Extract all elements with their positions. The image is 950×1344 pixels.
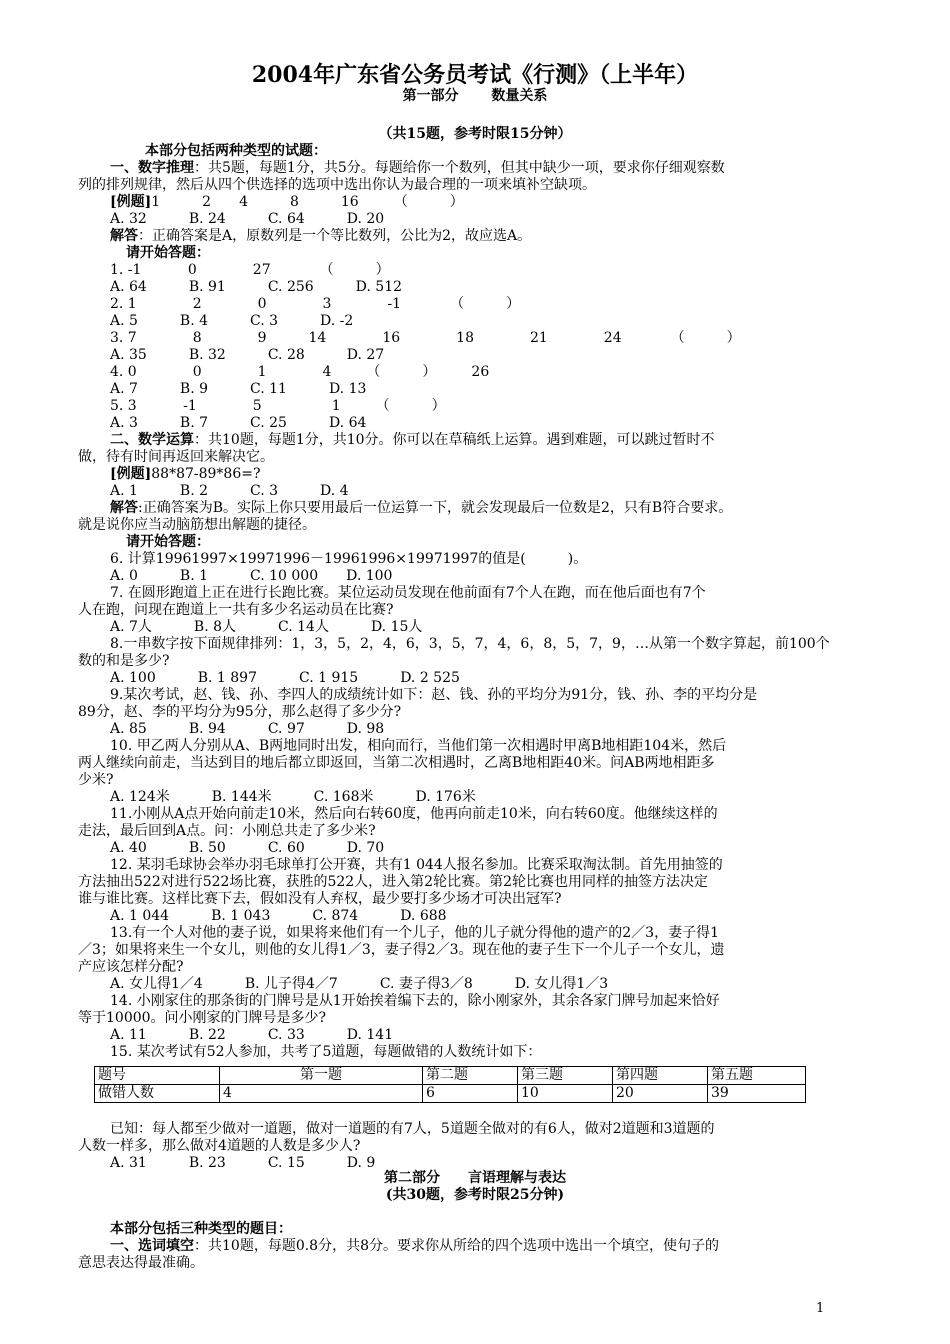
question-7: 7. 在圆形跑道上正在进行长跑比赛。某位运动员发现在他前面有7个人在跑，而在他后面也有7个 [110,585,706,601]
question-10-options: A. 124米 B. 144米 C. 168米 D. 176米 [110,789,476,805]
question-12-cont: 方法抽出522对进行522场比赛，获胜的522人，进入第2轮比赛。第2轮比赛也用同样的抽签方法决定 [78,874,708,890]
section1-text: ：共5题，每题1分，共5分。每题给你一个数列，但其中缺少一项，要求你仔细观察数 [194,160,725,176]
question-15: 15. 某次考试有52人参加，共考了5道题，每题做错的人数统计如下： [110,1044,542,1060]
question-13-cont-2: 产应该怎样分配? [78,959,184,975]
question-8: 8.一串数字按下面规律排列：1，3，5，2，4，6，3，5，7，4，6，8，5，7，9，…从第一个数字算起，前100个 [110,636,830,652]
error-count-table [94,1066,806,1103]
answer2-label: 解答 [110,500,138,516]
section2-text-2: 做，待有时间再返回来解决它。 [78,449,274,465]
question-7-options: A. 7人 B. 8人 C. 14人 D. 15人 [110,619,423,635]
question-13-options: A. 女儿得1／4 B. 儿子得4／7 C. 妻子得3／8 D. 女儿得1／3 [110,976,609,992]
answer2-text-2: 就是说你应当动脑筋想出解题的捷径。 [78,517,316,533]
table-cell: 做错人数 [95,1085,220,1103]
question-4: 4. 0 0 1 4 （ ） 26 [110,364,490,380]
question-15-cont: 已知：每人都至少做对一道题，做对一道题的有7人，5道题全做对的有6人，做对2道题和3道题的 [110,1121,715,1137]
question-9: 9.某次考试，赵、钱、孙、李四人的成绩统计如下：赵、钱、孙的平均分为91分，钱、孙、李的平均分是 [110,687,758,703]
table-cell: 39 [708,1085,806,1103]
question-6: 6. 计算19961997×19971996－19961996×19971997的值是( )。 [110,551,588,567]
answer-label: 解答 [110,228,138,244]
question-8-options: A. 100 B. 1 897 C. 1 915 D. 2 525 [110,670,460,686]
question-2-options: A. 5 B. 4 C. 3 D. -2 [110,313,354,329]
part2-section1-line [110,1238,719,1255]
example-options: A. 32 B. 24 C. 64 D. 20 [110,211,385,227]
section2-line [110,432,715,449]
section1-text-2: 列的排列规律，然后从四个供选择的选项中选出你认为最合理的一项来填补空缺项。 [78,177,596,193]
example2-line [110,466,260,483]
question-12: 12. 某羽毛球协会举办羽毛球单打公开赛，共有1 044人报名参加。比赛采取淘汰制。首先用抽签的 [110,857,723,873]
table-cell: 20 [613,1085,708,1103]
table-cell: 6 [423,1085,518,1103]
question-5-options: A. 3 B. 7 C. 25 D. 64 [110,415,367,431]
part2-heading: 第二部分 言语理解与表达 [384,1170,566,1186]
example-line [110,194,464,211]
part2-section1-label: 一、选词填空 [110,1238,194,1254]
example-sequence: 1 2 4 8 16 （ ） [151,194,464,210]
question-13-cont: ／3；如果将来生一个女儿，则他的女儿得1／3，妻子得2／3。现在他的妻子生下一个儿子一个女儿，遗 [78,942,725,958]
section2-label: 二、数学运算 [110,432,194,448]
example-label: [例题] [110,194,152,210]
part1-intro: 本部分包括两种类型的试题： [145,143,327,159]
question-15-options: A. 31 B. 23 C. 15 D. 9 [110,1155,376,1171]
part1-heading: 第一部分 数量关系 [402,88,548,104]
question-1: 1. -1 0 27 （ ） [110,262,390,278]
part1-subheading: （共15题，参考时限15分钟） [378,126,572,142]
part2-intro: 本部分包括三种类型的题目： [110,1221,292,1237]
answer-text: ：正确答案是A，原数列是一个等比数列，公比为2，故应选A。 [138,228,532,244]
question-6-options: A. 0 B. 1 C. 10 000 D. 100 [110,568,393,584]
question-10-cont: 两人继续向前走，当达到目的地后都立即返回，当第二次相遇时，乙离B地相距40米。问AB两地相距多 [78,755,715,771]
table-cell: 第二题 [423,1067,518,1085]
question-12-options: A. 1 044 B. 1 043 C. 874 D. 688 [110,908,447,924]
start-answering-2: 请开始答题： [126,534,210,550]
table-cell: 10 [518,1085,613,1103]
question-1-options: A. 64 B. 91 C. 256 D. 512 [110,279,403,295]
part2-section1-text-2: 意思表达得最准确。 [78,1255,204,1271]
answer-line [110,228,531,245]
table-cell: 第五题 [708,1067,806,1085]
question-8-cont: 数的和是多少? [78,653,170,669]
question-7-cont: 人在跑，问现在跑道上一共有多少名运动员在比赛? [78,602,394,618]
example2-text: 88*87-89*86=? [151,466,261,482]
start-answering: 请开始答题： [126,245,210,261]
question-14-cont: 等于10000。问小刚家的门牌号是多少? [78,1010,327,1026]
answer2-line [110,500,732,517]
table-cell: 4 [220,1085,423,1103]
question-13: 13.有一个人对他的妻子说，如果将来他们有一个儿子，他的儿子就分得他的遗产的2／3，妻子得1 [110,925,719,941]
example2-options: A. 1 B. 2 C. 3 D. 4 [110,483,349,499]
answer2-text: :正确答案为B。实际上你只要用最后一位运算一下，就会发现最后一位数是2，只有B符合要求。 [138,500,733,516]
table-cell: 题号 [95,1067,220,1085]
document-title: 2004年广东省公务员考试《行测》（上半年） [251,62,699,88]
example2-label: [例题] [110,466,152,482]
question-9-options: A. 85 B. 94 C. 97 D. 98 [110,721,385,737]
question-12-cont-2: 谁与谁比赛。这样比赛下去，假如没有人弃权，最少要打多少场才可决出冠军? [78,891,562,907]
question-10: 10. 甲乙两人分别从A、B两地同时出发，相向而行，当他们第一次相遇时甲离B地相距104米，然后 [110,738,727,754]
question-11: 11.小刚从A点开始向前走10米，然后向右转60度，他再向前走10米，向右转60度。他继续这样的 [110,806,718,822]
section1-label: 一、数字推理 [110,160,194,176]
question-11-cont: 走法，最后回到A点。问：小刚总共走了多少米? [78,823,376,839]
question-3-options: A. 35 B. 32 C. 28 D. 27 [110,347,385,363]
table-row [95,1067,806,1085]
section1-line [110,160,725,177]
question-11-options: A. 40 B. 50 C. 60 D. 70 [110,840,385,856]
table-cell: 第三题 [518,1067,613,1085]
question-2: 2. 1 2 0 3 -1 （ ） [110,296,521,312]
table-cell: 第一题 [220,1067,423,1085]
question-15-cont-2: 人数一样多，那么做对4道题的人数是多少人? [78,1138,361,1154]
section2-text: ：共10题，每题1分，共10分。你可以在草稿纸上运算。遇到难题，可以跳过暂时不 [194,432,715,448]
part2-subheading: (共30题，参考时限25分钟) [385,1187,565,1203]
question-3: 3. 7 8 9 14 16 18 21 24 （ ） [110,330,741,346]
question-10-cont-2: 少米? [78,772,114,788]
question-14-options: A. 11 B. 22 C. 33 D. 141 [110,1027,394,1043]
question-4-options: A. 7 B. 9 C. 11 D. 13 [110,381,367,397]
part2-section1-text: ：共10题，每题0.8分，共8分。要求你从所给的四个选项中选出一个填空，使句子的 [194,1238,719,1254]
question-5: 5. 3 -1 5 1 （ ） [110,398,446,414]
question-14: 14. 小刚家住的那条街的门牌号是从1开始挨着编下去的，除小刚家外，其余各家门牌号加起来恰好 [110,993,720,1009]
question-9-cont: 89分，赵、李的平均分为95分，那么赵得了多少分? [78,704,402,720]
table-cell: 第四题 [613,1067,708,1085]
page-number: 1 [816,1301,825,1316]
table-row [95,1085,806,1103]
